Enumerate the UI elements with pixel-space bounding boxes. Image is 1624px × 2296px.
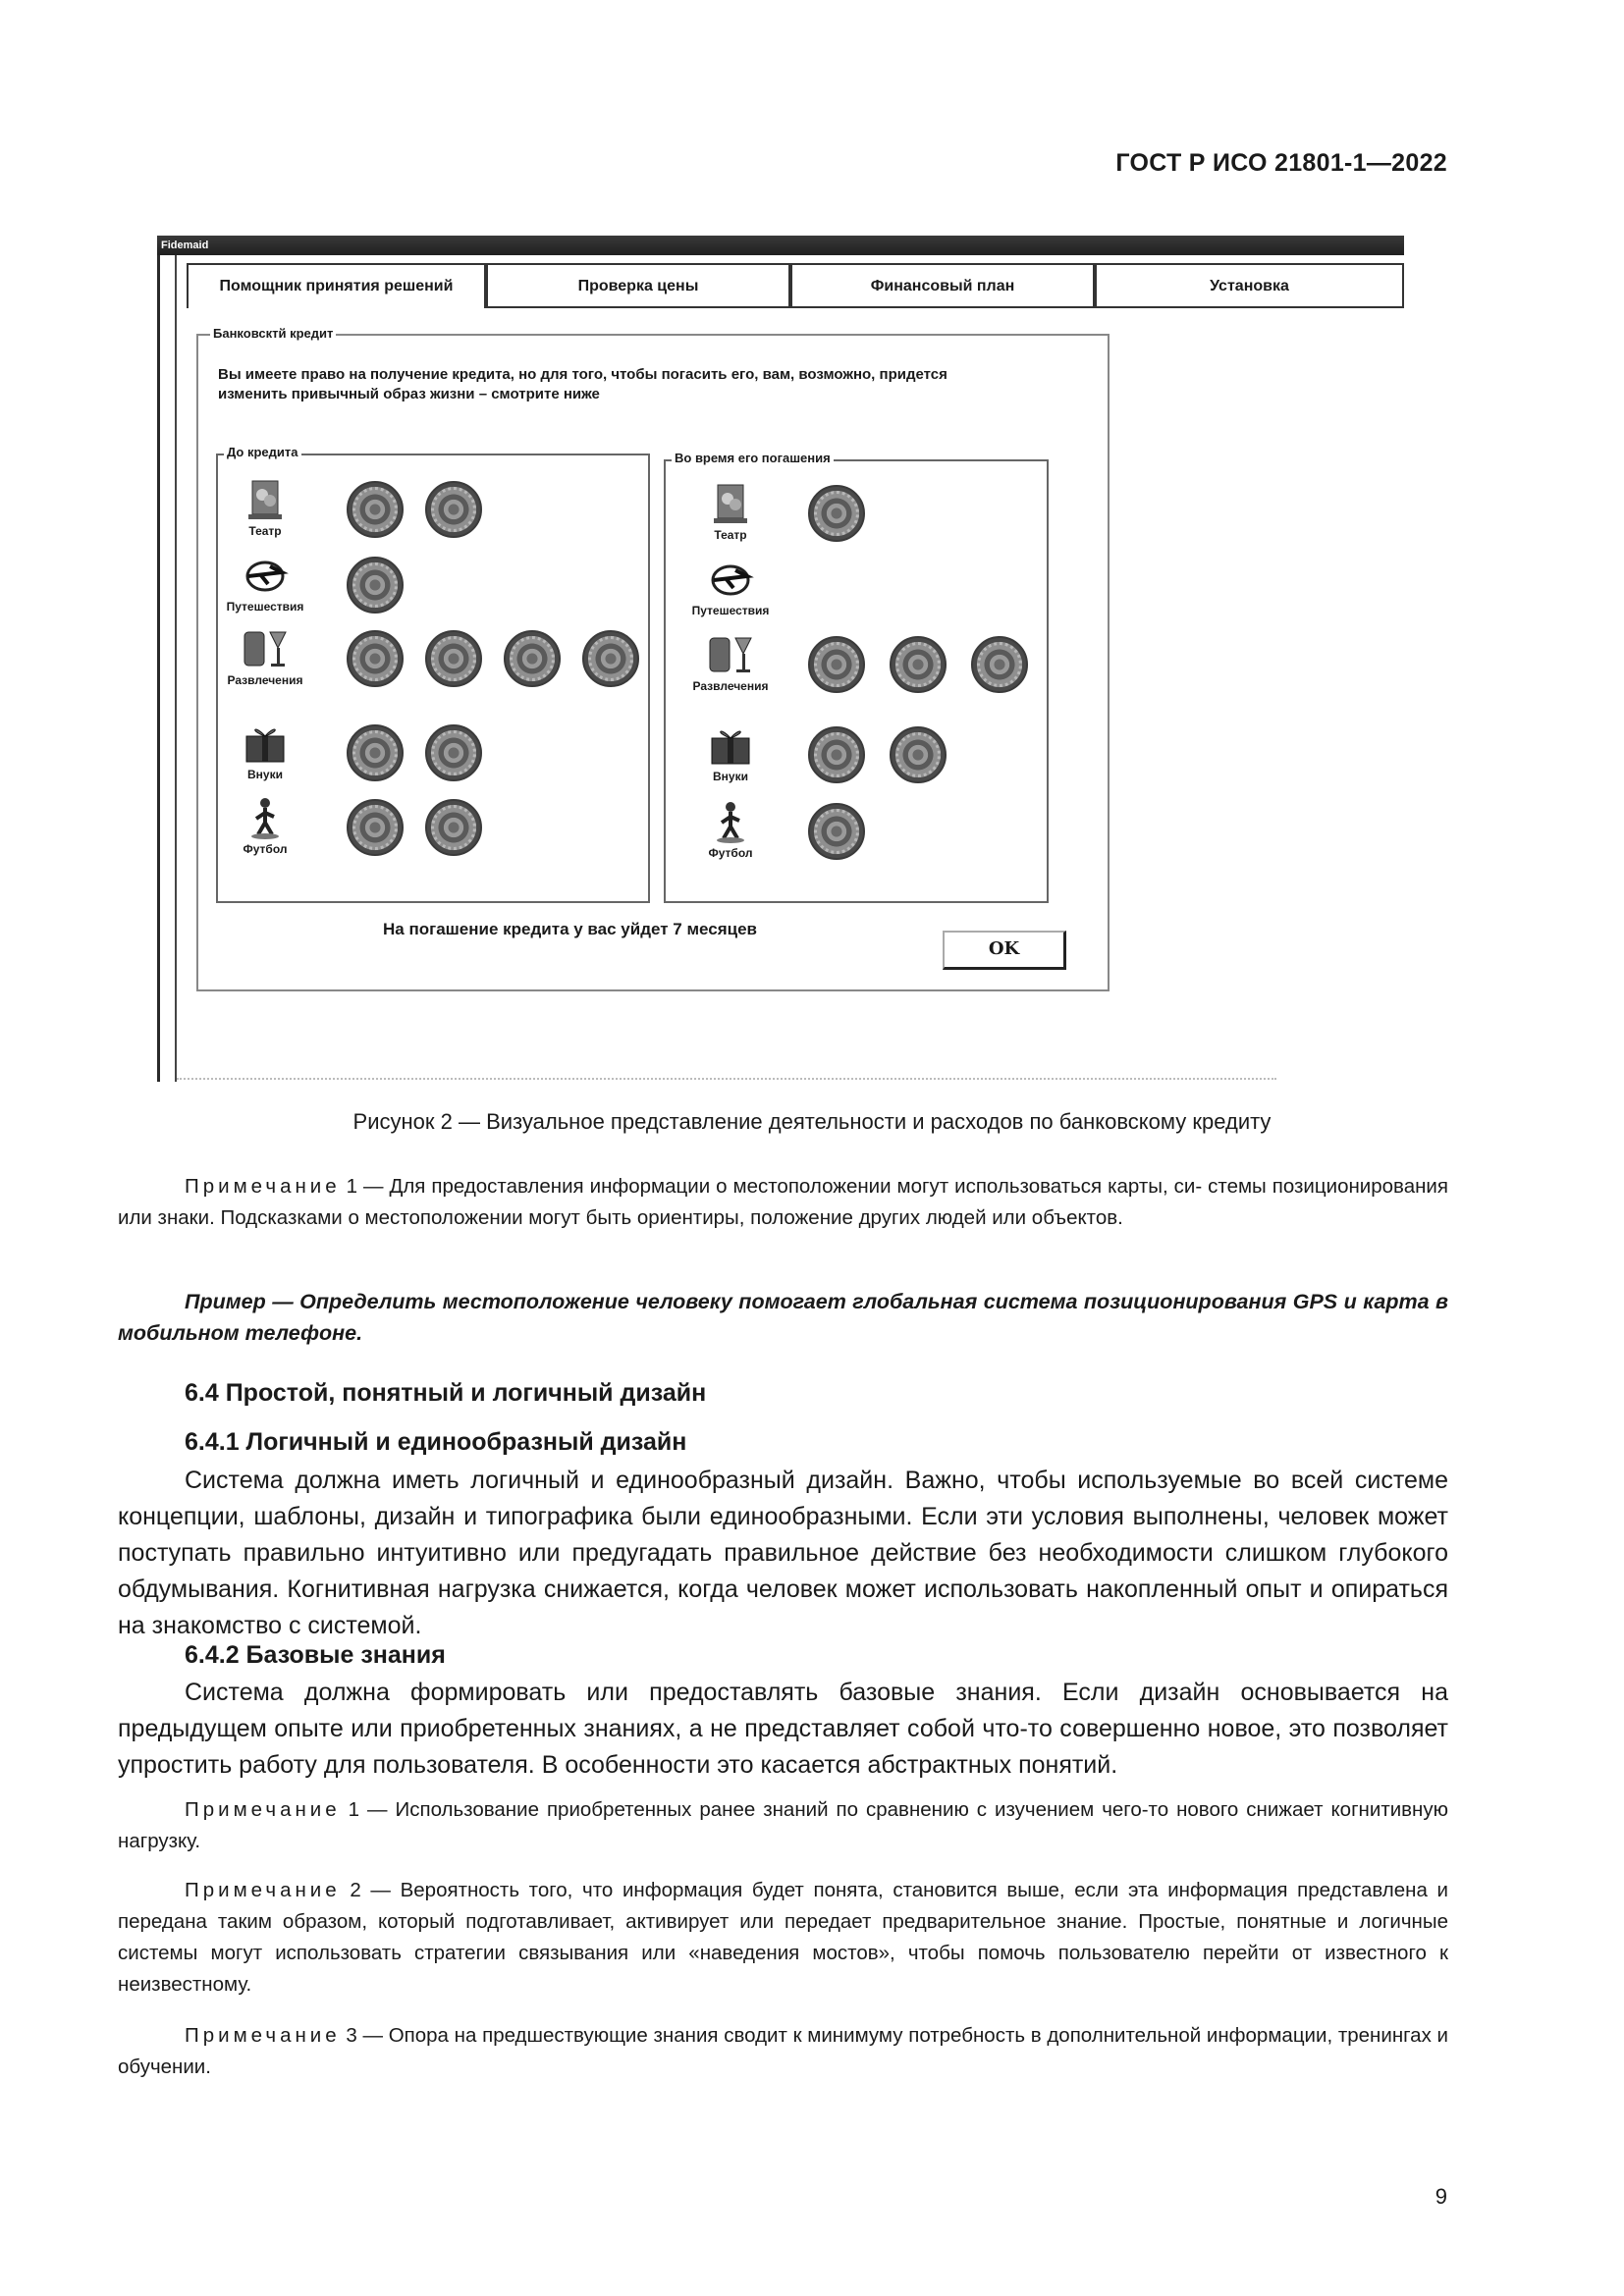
note-label: Примечание: [185, 1798, 341, 1821]
coin-icon: [808, 636, 865, 693]
football-icon: [706, 799, 755, 844]
activity-label: Развлечения: [227, 673, 303, 687]
coin-icon: [504, 630, 561, 687]
activity-label: Путешествия: [691, 604, 770, 617]
tab-price-check[interactable]: Проверка цены: [486, 263, 790, 308]
entertainment-icon: [706, 632, 755, 677]
note-label: Примечание: [185, 1175, 341, 1198]
theater-icon: [706, 481, 755, 526]
tab-financial-plan[interactable]: Финансовый план: [790, 263, 1095, 308]
repayment-summary: На погашение кредита у вас уйдет 7 месяцев: [383, 920, 757, 938]
gift-icon: [241, 721, 290, 766]
activity-label: Театр: [248, 524, 282, 538]
section-6-4-2-text: Система должна формировать или предоставлять базовые знания. Если дизайн основывается на предыдущем опыте или приобретенных знаниях, а не представляет собой что-то совершенно новое, это позволяет упростить работу для пользователя. В особенности это касается абстрактных понятий.: [118, 1679, 1448, 1779]
document-id-header: ГОСТ Р ИСО 21801-1—2022: [1115, 149, 1447, 177]
activity-label: Развлечения: [692, 679, 769, 693]
coin-icon: [347, 557, 404, 614]
window-titlebar: Fidemaid: [157, 236, 1404, 255]
theater-icon: [241, 477, 290, 522]
note-1-number: 1 — Для предоставления информации о местоположении могут использоваться карты, си-: [346, 1175, 1203, 1198]
coin-icon: [425, 799, 482, 856]
tab-bar: [187, 263, 1404, 308]
coin-icon: [808, 485, 865, 542]
football-icon: [241, 795, 290, 840]
coin-icon: [347, 481, 404, 538]
coin-icon: [582, 630, 639, 687]
section-6-4-1-heading: 6.4.1 Логичный и единообразный дизайн: [185, 1428, 687, 1456]
activity-label: Футбол: [708, 846, 753, 860]
note-text: 2 — Вероятность того, что информация будет понята, становится выше, если эта информация представлена и передана таким образом, который подготавливает, активирует или передает предварительное знание. Простые, понятные и логичные системы могут использовать стратегии связывания или «наведения мостов», чтобы помочь пользователю перейти от известного к неизвестному.: [118, 1879, 1448, 1996]
coin-icon: [808, 726, 865, 783]
tab-decision-helper[interactable]: Помощник принятия решений: [187, 263, 486, 308]
note-6-4-2-3: [118, 2020, 1448, 2083]
figure-caption: Рисунок 2 — Визуальное представление деятельности и расходов по банковскому кредиту: [352, 1109, 1272, 1134]
coin-icon: [347, 630, 404, 687]
entertainment-icon: [241, 626, 290, 671]
coin-icon: [425, 481, 482, 538]
window-border: [157, 255, 160, 1082]
activity-label: Внуки: [713, 770, 748, 783]
before-credit-title: До кредита: [224, 445, 301, 459]
coin-icon: [971, 636, 1028, 693]
figure-screenshot: [157, 236, 1404, 1082]
coin-icon: [347, 724, 404, 781]
coin-icon: [890, 636, 947, 693]
example-paragraph: Пример — Определить местоположение человеку помогает глобальная система позиционирования GPS и карта в мобильном телефоне.: [118, 1290, 1448, 1345]
coin-icon: [808, 803, 865, 860]
ok-button[interactable]: OK: [943, 931, 1066, 970]
activity-label: Футбол: [243, 842, 288, 856]
credit-message-line1: Вы имеете право на получение кредита, но для того, чтобы погасить его, вам, возможно, придется: [218, 366, 947, 383]
note-text: 1 — Использование приобретенных ранее знаний по сравнению с изучением чего-то нового снижает когнитивную нагрузку.: [118, 1798, 1449, 1852]
credit-message-line2: изменить привычный образ жизни – смотрите ниже: [218, 386, 600, 402]
note-1-location: [118, 1171, 1448, 1234]
note-label: Примечание: [185, 1879, 341, 1901]
activity-label: Путешествия: [226, 600, 304, 614]
note-text: 3 — Опора на предшествующие знания сводит к минимуму потребность в дополнительной информации, тренингах и обучении.: [118, 2024, 1448, 2078]
coin-icon: [425, 630, 482, 687]
activity-label: Внуки: [247, 768, 283, 781]
note-1-rest: стемы позиционирования или знаки. Подсказками о местоположении могут быть ориентиры, положение других людей или объектов.: [118, 1175, 1448, 1229]
coin-icon: [425, 724, 482, 781]
gift-icon: [706, 722, 755, 768]
during-repayment-title: Во время его погашения: [672, 451, 834, 465]
note-6-4-2-1: [118, 1794, 1448, 1857]
bank-credit-title: Банковсктй кредит: [210, 326, 336, 341]
tab-setup[interactable]: Установка: [1095, 263, 1404, 308]
window-inner-border: [175, 255, 177, 1082]
section-6-4-2-heading: 6.4.2 Базовые знания: [185, 1641, 446, 1669]
note-label: Примечание: [185, 2024, 341, 2047]
credit-message: [218, 365, 1003, 404]
section-6-4-heading: 6.4 Простой, понятный и логичный дизайн: [185, 1379, 707, 1407]
activity-label: Театр: [714, 528, 747, 542]
page-number: 9: [1435, 2184, 1447, 2209]
airplane-icon: [241, 553, 290, 598]
airplane-icon: [706, 557, 755, 602]
section-6-4-1-text: Система должна иметь логичный и единообразный дизайн. Важно, чтобы используемые во всей системе концепции, шаблоны, дизайн и типографика были единообразными. Если эти условия выполнены, человек может поступать правильно интуитивно или предугадать правильное действие без необходимости слишком глубокого обдумывания. Когнитивная нагрузка снижается, когда человек может использовать накопленный опыт и опираться на знакомство с системой.: [118, 1467, 1448, 1639]
coin-icon: [890, 726, 947, 783]
coin-icon: [347, 799, 404, 856]
window-bottom-edge: [177, 1078, 1276, 1080]
note-6-4-2-2: [118, 1875, 1448, 2001]
